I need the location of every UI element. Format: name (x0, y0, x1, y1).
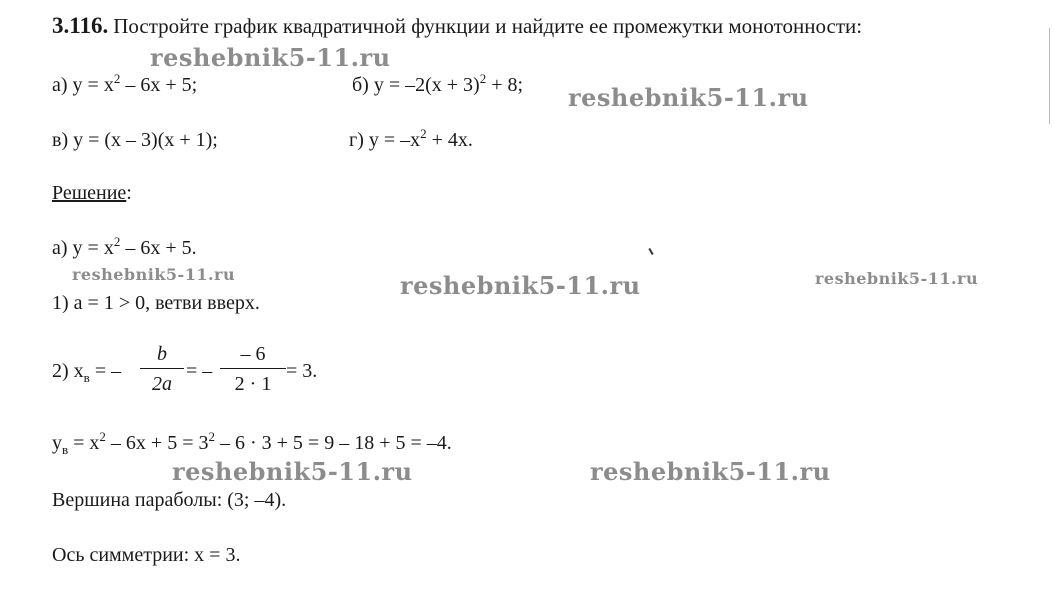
step-2-x: 2) х (52, 360, 84, 382)
solution-a-exp: 2 (113, 234, 121, 249)
watermark: reshebnik5-11.ru (815, 269, 979, 288)
yv-exp1: 2 (99, 429, 106, 444)
solution-a-head: а) у = х (52, 237, 114, 259)
task-g-head: г) у = –х (349, 129, 421, 151)
scan-speck (648, 248, 653, 255)
step-2-eq1: = – (89, 360, 122, 382)
yv-p1: = х (68, 432, 100, 454)
yv-sub: в (62, 442, 69, 457)
fraction-1-denominator: 2a (152, 373, 172, 396)
fraction-b-over-2a (140, 344, 184, 394)
step-2-eq2: = – (186, 360, 213, 382)
fraction-2-numerator: – 6 (240, 343, 266, 365)
watermark: reshebnik5-11.ru (568, 83, 809, 112)
task-a (52, 71, 198, 96)
yv-line (52, 429, 452, 457)
task-b (352, 71, 524, 96)
scan-edge (1049, 28, 1050, 124)
task-v-text: в) у = (х – 3)(х + 1); (52, 129, 218, 151)
step-2-sub: в (83, 370, 90, 385)
watermark: reshebnik5-11.ru (590, 457, 831, 486)
fraction-1-numerator: b (157, 343, 167, 365)
problem-statement: Постройте график квадратичной функции и найдите ее промежутки монотонности: (113, 14, 863, 38)
watermark: reshebnik5-11.ru (72, 265, 236, 284)
solution-a-line (52, 234, 197, 259)
fraction-2-denominator: 2 · 1 (234, 373, 272, 396)
watermark: reshebnik5-11.ru (172, 457, 413, 486)
task-b-exp: 2 (479, 71, 487, 86)
fraction-1-bar (140, 368, 184, 369)
step-1: 1) а = 1 > 0, ветви вверх. (52, 292, 260, 314)
yv-exp2: 2 (208, 429, 215, 444)
yv-p2: – 6х + 5 = 3 (105, 432, 209, 454)
watermark: reshebnik5-11.ru (150, 43, 391, 72)
axis-line: Ось симметрии: х = 3. (52, 544, 241, 566)
solution-heading-text: Решение (52, 182, 127, 204)
task-g (349, 126, 473, 151)
solution-a-tail: – 6х + 5. (120, 237, 197, 259)
task-b-tail: + 8; (486, 74, 524, 96)
task-a-exp: 2 (113, 71, 121, 86)
task-g-exp: 2 (420, 126, 427, 141)
task-g-tail: + 4х. (426, 129, 473, 151)
step-2-lead (52, 360, 122, 385)
vertex-line: Вершина параболы: (3; –4). (52, 489, 287, 511)
watermark: reshebnik5-11.ru (400, 271, 641, 300)
fraction-2-bar (220, 368, 286, 369)
fraction-neg6-over-2x1 (220, 344, 286, 394)
yv-p3: – 6 · 3 + 5 = 9 – 18 + 5 = –4. (214, 432, 452, 454)
solution-heading-colon: : (126, 182, 132, 204)
yv-y: у (52, 432, 62, 454)
task-a-head: а) у = х (52, 74, 114, 96)
step-2-result: = 3. (286, 360, 318, 382)
task-a-tail: – 6х + 5; (120, 74, 198, 96)
solution-heading (52, 183, 132, 203)
task-b-head: б) у = –2(х + 3) (352, 74, 480, 96)
problem-header (52, 14, 862, 37)
task-v (52, 130, 218, 150)
problem-number: 3.116. (52, 13, 109, 38)
